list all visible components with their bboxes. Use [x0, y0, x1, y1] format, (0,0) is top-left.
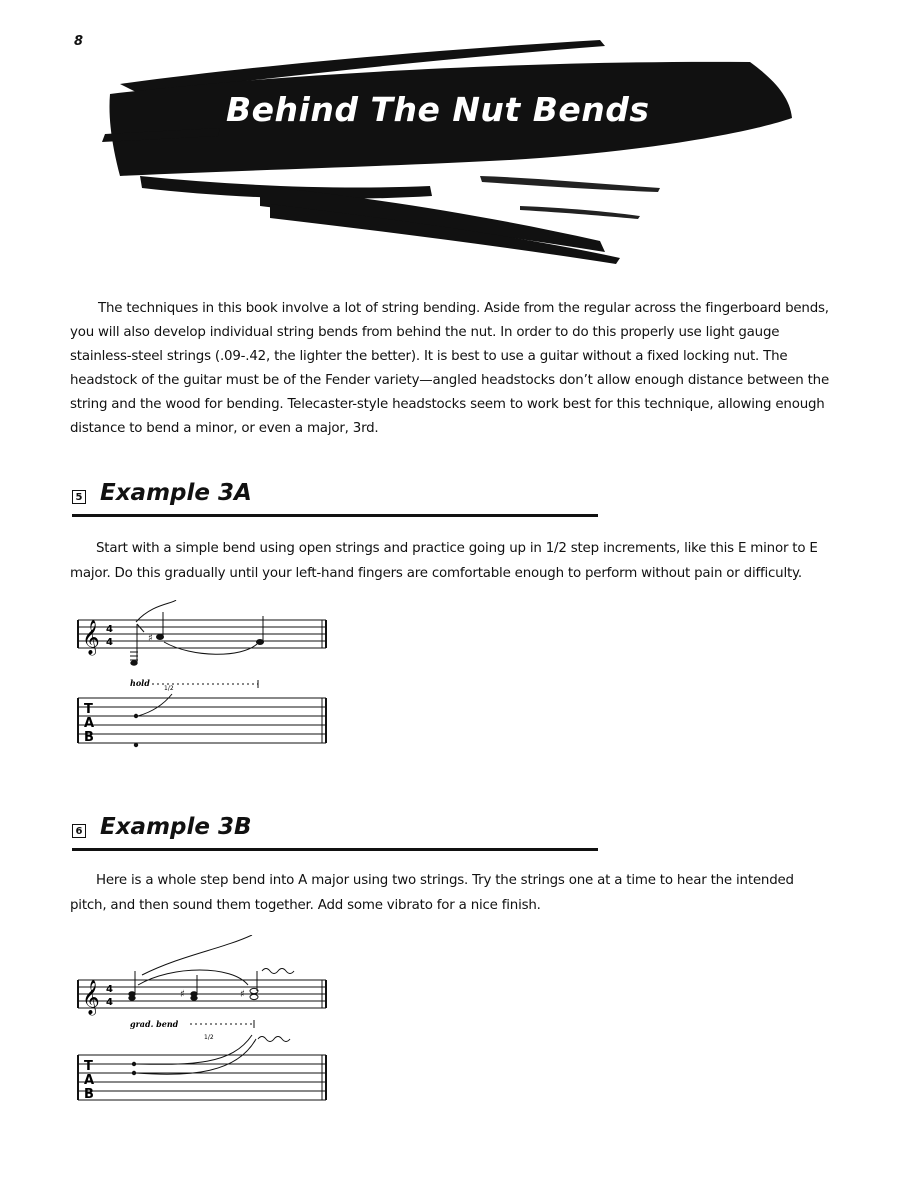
chord-notes: [180, 975, 197, 1000]
technique-label: hold: [130, 678, 150, 688]
tab-bend-curve: [136, 1039, 256, 1074]
standard-staff: [78, 620, 326, 648]
tab-letter-t: T: [84, 1059, 93, 1074]
standard-staff: [78, 980, 326, 1008]
chapter-title: Behind The Nut Bends: [226, 90, 650, 129]
tab-letter-b: B: [84, 730, 94, 745]
tab-fret-mark: [134, 714, 138, 718]
tab-bend-curve: [136, 1035, 252, 1064]
example-title: Example 3A: [100, 480, 252, 506]
time-signature-lower: 4: [106, 637, 113, 648]
note-head: [148, 612, 164, 644]
grace-chord: [129, 971, 135, 1000]
vibrato-icon: [262, 969, 294, 974]
technique-label: grad. bend: [130, 1019, 179, 1029]
treble-clef-icon: 𝄞: [82, 620, 100, 655]
tab-letter-b: B: [84, 1087, 94, 1102]
time-signature-lower: 4: [106, 997, 113, 1008]
audio-track-icon: 6: [72, 824, 86, 838]
example-3b-description: Here is a whole step bend into A major using two strings. Try the strings one at a time to hear the intended pitch, and then sound them together. Add some vibrato for a nice finish.: [70, 873, 794, 913]
brush-stroke-wisp: [480, 176, 660, 219]
treble-clef-icon: 𝄞: [82, 980, 100, 1015]
chapter-banner-brushstroke: [100, 36, 800, 266]
tab-staff: [78, 698, 326, 743]
audio-track-icon: 5: [72, 490, 86, 504]
tab-letter-a: A: [84, 1073, 95, 1088]
tab-bend-curve: [138, 694, 172, 716]
tab-fret-mark: [132, 1071, 136, 1075]
time-signature: 4: [106, 984, 113, 995]
tie-arc: [138, 970, 248, 985]
heading-rule: [72, 514, 598, 517]
page-number: 8: [74, 34, 84, 49]
tab-letter-t: T: [84, 702, 93, 717]
vibrato-icon: [258, 1037, 290, 1042]
svg-text:♯: ♯: [180, 989, 185, 1000]
example-3a-heading: [72, 480, 598, 520]
example-3b-notation: [72, 935, 332, 1102]
example-3a-description: Start with a simple bend using open strings and practice going up in 1/2 step increments, like this E minor to E major. Do this gradually until your left-hand fingers are comfortable enough to perform without pain or difficulty.: [70, 541, 818, 581]
tab-letter-a: A: [84, 716, 95, 731]
time-signature: 4: [106, 624, 113, 635]
chord-notes: [240, 971, 258, 1000]
tab-fret-mark: [132, 1062, 136, 1066]
bend-amount: 1/2: [204, 1034, 214, 1041]
bend-curve: [142, 935, 252, 975]
svg-text:♯: ♯: [148, 633, 153, 644]
bend-curve: [136, 600, 176, 622]
intro-paragraph: The techniques in this book involve a lot of string bending. Aside from the regular across the fingerboard bends, you will also develop individual string bends from behind the nut. In order to do this properly use light gauge stainless-steel strings (.09-.42, the lighter the better). It is best to use a guitar without a fixed locking nut. The headstock of the guitar must be of the Fender variety—angled headstocks don’t allow enough distance between the string and the wood for bending. Telecaster-style headstocks seem to work best for this technique, allowing enough distance to bend a minor, or even a major, 3rd.: [70, 301, 829, 436]
heading-rule: [72, 848, 598, 851]
tab-fret-mark: [134, 743, 138, 747]
example-3b-heading: [72, 814, 598, 854]
grace-note: [130, 624, 144, 665]
example-title: Example 3B: [100, 814, 252, 840]
example-3a-notation: [72, 600, 332, 760]
svg-text:♯: ♯: [240, 989, 245, 1000]
bend-amount: 1/2: [164, 685, 174, 692]
